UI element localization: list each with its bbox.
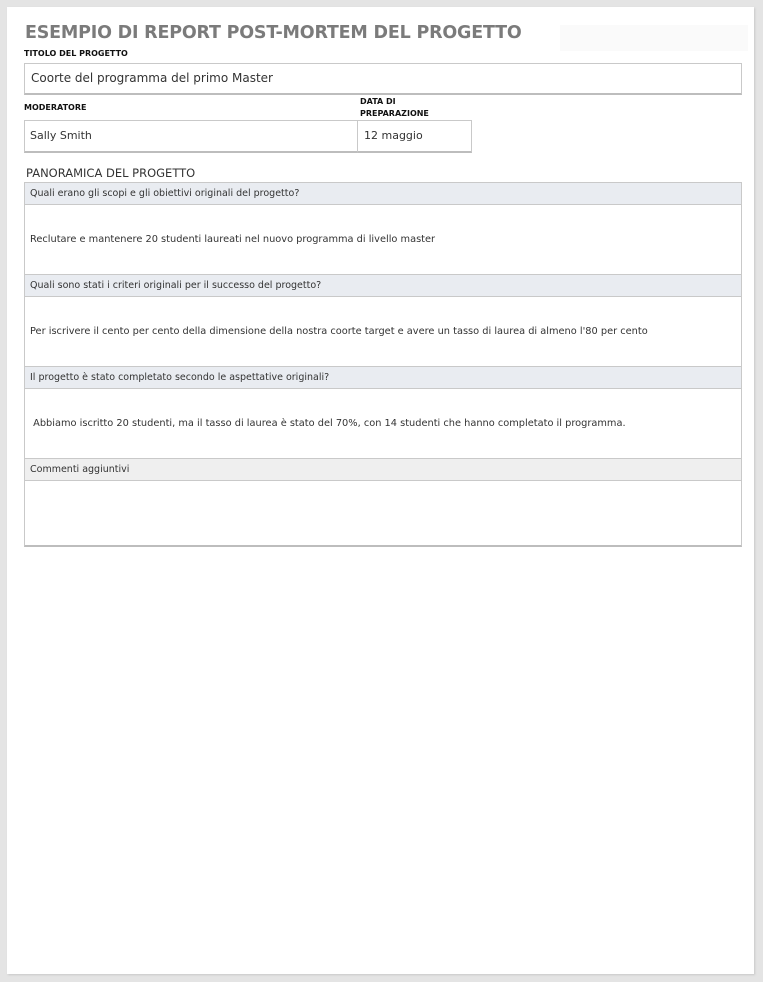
- preparation-date-label-line1: DATA DI: [360, 97, 396, 106]
- preparation-date-label-line2: PREPARAZIONE: [360, 109, 429, 118]
- answer-goals[interactable]: Reclutare e mantenere 20 studenti laureati nel nuovo programma di livello master: [25, 205, 741, 275]
- moderator-value: Sally Smith: [30, 129, 92, 142]
- logo-placeholder: [560, 25, 748, 51]
- moderator-field[interactable]: [24, 120, 358, 153]
- answer-additional-comments[interactable]: [25, 481, 741, 545]
- document-page: [7, 7, 754, 974]
- preparation-date-value: 12 maggio: [364, 129, 423, 142]
- project-title-value: Coorte del programma del primo Master: [31, 71, 273, 85]
- question-additional-comments: Commenti aggiuntivi: [25, 459, 741, 481]
- answer-success-criteria[interactable]: Per iscrivere il cento per cento della dimensione della nostra coorte target e avere un tasso di laurea di almeno l'80 per cento: [25, 297, 741, 367]
- question-expectations: Il progetto è stato completato secondo le aspettative originali?: [25, 367, 741, 389]
- preparation-date-field[interactable]: [357, 120, 472, 153]
- project-title-field[interactable]: [24, 63, 742, 95]
- document-title: ESEMPIO DI REPORT POST-MORTEM DEL PROGETTO: [25, 23, 522, 43]
- moderator-label: MODERATORE: [24, 103, 87, 112]
- project-title-label: TITOLO DEL PROGETTO: [24, 49, 128, 58]
- overview-table: [24, 182, 742, 547]
- question-goals: Quali erano gli scopi e gli obiettivi originali del progetto?: [25, 183, 741, 205]
- overview-section-title: PANORAMICA DEL PROGETTO: [26, 166, 196, 180]
- question-success-criteria: Quali sono stati i criteri originali per il successo del progetto?: [25, 275, 741, 297]
- answer-expectations[interactable]: Abbiamo iscritto 20 studenti, ma il tasso di laurea è stato del 70%, con 14 studenti che hanno completato il programma.: [25, 389, 741, 459]
